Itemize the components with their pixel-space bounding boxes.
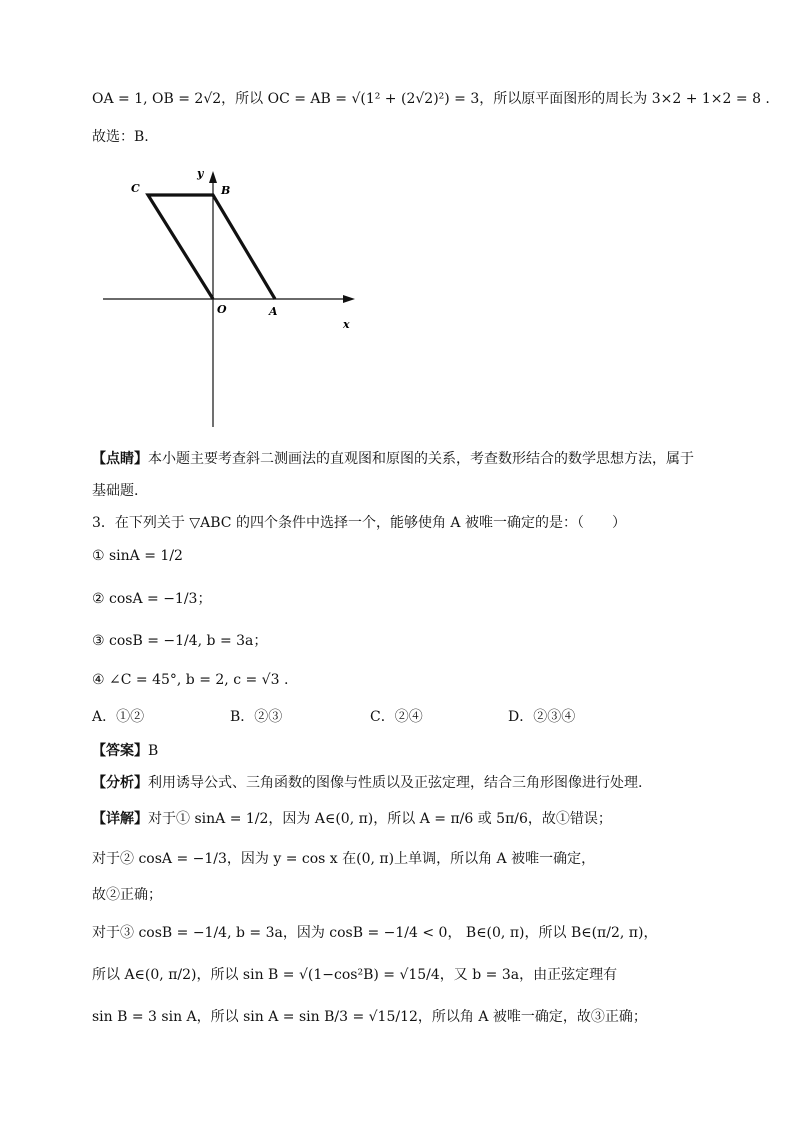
answer-options — [92, 706, 612, 726]
analysis-text: 利用诱导公式、三角函数的图像与性质以及正弦定理，结合三角形图像进行处理. — [148, 775, 643, 791]
question-stem: 3．在下列关于 ▽ABC 的四个条件中选择一个，能够使角 A 被唯一确定的是：（ ） — [92, 515, 626, 531]
option-b: B．②③ — [230, 709, 283, 725]
label-b: B — [221, 184, 231, 197]
detail-line-4: 对于③ cosB = −1/4, b = 3a，因为 cosB = −1/4 < 0， B∈(0, π)，所以 B∈(π/2, π)， — [92, 925, 658, 941]
comment-text-1: 本小题主要考查斜二测画法的直观图和原图的关系，考查数形结合的数学思想方法，属于 — [148, 451, 694, 467]
comment-tag: 【点睛】 — [92, 451, 148, 467]
condition-4: ④ ∠C = 45°, b = 2, c = √3 . — [92, 672, 289, 688]
option-a: A．①② — [92, 709, 145, 725]
label-y: y — [197, 167, 204, 180]
condition-1: ① sinA = 1/2 — [92, 548, 183, 564]
detail-text-1: 对于① sinA = 1/2，因为 A∈(0, π)，所以 A = π/6 或 5π/6，故①错误； — [148, 811, 612, 827]
condition-2: ② cosA = −1/3； — [92, 591, 212, 607]
detail-line-1 — [92, 808, 612, 828]
analysis-line — [92, 772, 642, 792]
detail-line-2: 对于② cosA = −1/3，因为 y = cos x 在(0, π)上单调，所以角 A 被唯一确定， — [92, 851, 596, 867]
detail-line-6: sin B = 3 sin A，所以 sin A = sin B/3 = √15/12，所以角 A 被唯一确定，故③正确； — [92, 1009, 647, 1025]
detail-tag: 【详解】 — [92, 811, 148, 827]
prev-choice: 故选：B. — [92, 129, 149, 145]
option-c: C．②④ — [370, 709, 423, 725]
label-c: C — [131, 182, 140, 195]
option-d: D．②③④ — [508, 709, 576, 725]
comment-line-2: 基础题. — [92, 483, 139, 499]
oblique-projection-figure — [95, 165, 395, 435]
label-o: O — [217, 303, 227, 316]
detail-line-3: 故②正确； — [92, 887, 162, 903]
comment-line-1 — [92, 448, 694, 468]
analysis-tag: 【分析】 — [92, 775, 148, 791]
detail-line-5: 所以 A∈(0, π/2)，所以 sin B = √(1−cos²B) = √15/4，又 b = 3a，由正弦定理有 — [92, 967, 618, 983]
label-a: A — [269, 305, 278, 318]
label-x: x — [343, 318, 350, 331]
prev-solution-line: OA = 1, OB = 2√2，所以 OC = AB = √(1² + (2√2)²) = 3，所以原平面图形的周长为 3×2 + 1×2 = 8 . — [92, 91, 770, 107]
y-axis-arrow — [209, 171, 217, 183]
answer-line — [92, 740, 158, 760]
answer-tag: 【答案】 — [92, 743, 148, 759]
parallelogram-shape — [148, 195, 275, 299]
x-axis-arrow — [343, 295, 355, 303]
condition-3: ③ cosB = −1/4, b = 3a； — [92, 633, 268, 649]
answer-value: B — [148, 743, 159, 759]
